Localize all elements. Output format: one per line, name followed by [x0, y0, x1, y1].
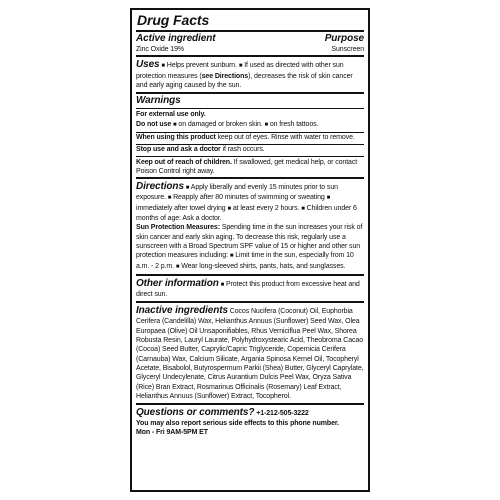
inactive-ingredients-section	[136, 305, 364, 401]
bullet-icon: ■	[175, 263, 180, 270]
external-use-text: For external use only.	[136, 110, 206, 118]
questions-heading: Questions or comments?	[136, 407, 255, 419]
bullet-icon: ■	[238, 63, 243, 70]
bullet-icon: ■	[185, 185, 190, 192]
directions-item-2: Reapply after 80 minutes of swimming or sweating	[173, 194, 325, 202]
uses-item-1: Helps prevent sunburn.	[166, 62, 237, 70]
stop-use-line	[136, 145, 364, 154]
divider	[136, 144, 364, 145]
bullet-icon: ■	[167, 195, 172, 202]
when-using-line	[136, 133, 364, 142]
inactive-ingredients-text: Cocos Nucifera (Coconut) Oil, Euphorbia Cerifera (Candelilla) Wax, Helianthus Annuus (Sunflower) Seed Wax, Olea Europaea (Olive) Oil Unsaponifiables, Rhus Verniciflua Peel Wax, Shorea Robusta Resin, Lauryl Laurate, Polyhydroxystearic Acid, Theobroma Cacao (Cocoa) Seed Butter, Caprylic/Capric Triglyceride, Copernicia Cerifera (Carnauba) Wax, Calcium Silicate, Argania Spinosa Kernel Oil, Tocopheryl Acetate, Bisabolol, Butyrospermum Parkii (Shea) Butter, Glyceryl Caprylate, Glyceryl Undecylenate, Citrus Aurantium Dulcis Peel Wax, Oryza Sativa (Rice) Bran Extract, Rosmarinus Officinalis (Rosemary) Leaf Extract, Helianthus Annuus (Sunflower) Extract, Tocopherol.	[136, 308, 364, 400]
active-ingredient-heading: Active ingredient	[136, 33, 216, 44]
warnings-heading: Warnings	[136, 95, 181, 107]
other-information-section	[136, 278, 364, 300]
directions-item-4: at least every 2 hours.	[232, 204, 300, 212]
uses-item-2a: If used as directed with other sun protection measures (	[136, 62, 344, 80]
directions-heading: Directions	[136, 181, 184, 193]
uses-item-2c: ), decreases the risk of skin cancer and early aging caused by the sun.	[136, 72, 353, 89]
other-information-text: Protect this product from excessive heat and direct sun.	[136, 280, 360, 299]
sun-protection-block	[136, 223, 364, 271]
sun-protection-label: Sun Protection Measures:	[136, 224, 220, 232]
divider	[136, 132, 364, 133]
stop-use-text: if rash occurs.	[222, 146, 265, 154]
active-ingredient-value: Zinc Oxide 19%	[136, 46, 185, 53]
active-ingredient-section	[136, 33, 364, 54]
do-not-use-2: on fresh tattoos.	[269, 121, 319, 129]
divider	[136, 92, 364, 94]
questions-section	[136, 407, 364, 438]
keep-out-line	[136, 158, 364, 177]
phone-number: +1-212-505-3222	[256, 410, 309, 418]
bullet-icon: ■	[227, 205, 231, 212]
keep-out-label: Keep out of reach of children.	[136, 158, 232, 166]
bullet-icon: ■	[301, 205, 305, 212]
divider	[136, 301, 364, 303]
questions-hours: Mon - Fri 9AM-5PM ET	[136, 429, 208, 437]
directions-item-3: immediately after towel drying	[136, 204, 226, 212]
stop-use-label: Stop use and ask a doctor	[136, 146, 221, 154]
purpose-heading: Purpose	[324, 33, 364, 44]
divider	[136, 108, 364, 109]
divider	[136, 156, 364, 157]
divider	[136, 30, 364, 32]
bullet-icon: ■	[161, 63, 165, 70]
when-using-text: keep out of eyes. Rinse with water to remove.	[217, 134, 355, 142]
questions-report-text: You may also report serious side effects to this phone number.	[136, 420, 339, 428]
drug-facts-panel	[130, 8, 370, 492]
bullet-icon: ■	[220, 281, 225, 288]
other-information-heading: Other information	[136, 277, 219, 289]
divider	[136, 403, 364, 405]
drug-facts-title: Drug Facts	[137, 12, 210, 28]
uses-section	[136, 59, 364, 90]
directions-item-1: Apply liberally and evenly 15 minutes prior to sun exposure.	[136, 184, 338, 202]
bullet-icon: ■	[229, 253, 234, 260]
uses-see-directions: see Directions	[201, 72, 249, 80]
sun-protection-item-1: Limit time in the sun, especially from 10 a.m. - 2 p.m.	[136, 252, 354, 270]
divider	[136, 55, 364, 57]
do-not-use-1: on damaged or broken skin.	[178, 121, 263, 129]
do-not-use-label: Do not use	[136, 121, 172, 129]
bullet-icon: ■	[264, 122, 268, 129]
purpose-value: Sunscreen	[331, 46, 364, 53]
divider	[136, 274, 364, 276]
sun-protection-item-2: Wear long-sleeved shirts, pants, hats, and sunglasses.	[181, 262, 346, 270]
inactive-ingredients-heading: Inactive ingredients	[136, 305, 228, 317]
divider	[136, 177, 364, 179]
uses-heading: Uses	[136, 59, 160, 71]
sun-protection-text: Spending time in the sun increases your risk of skin cancer and early skin aging. To decrease this risk, regularly use a sunscreen with a Broad Spectrum SPF value of 15 or higher and other sun protection measures including:	[136, 224, 363, 260]
directions-item-5: Children under 6 months of age: Ask a doctor.	[136, 204, 357, 223]
directions-section	[136, 181, 364, 272]
bullet-icon: ■	[173, 122, 177, 129]
when-using-label: When using this product	[136, 134, 216, 142]
bullet-icon: ■	[326, 195, 331, 202]
keep-out-text: If swallowed, get medical help, or contact Poison Control right away.	[136, 158, 358, 175]
do-not-use-line	[136, 120, 364, 130]
